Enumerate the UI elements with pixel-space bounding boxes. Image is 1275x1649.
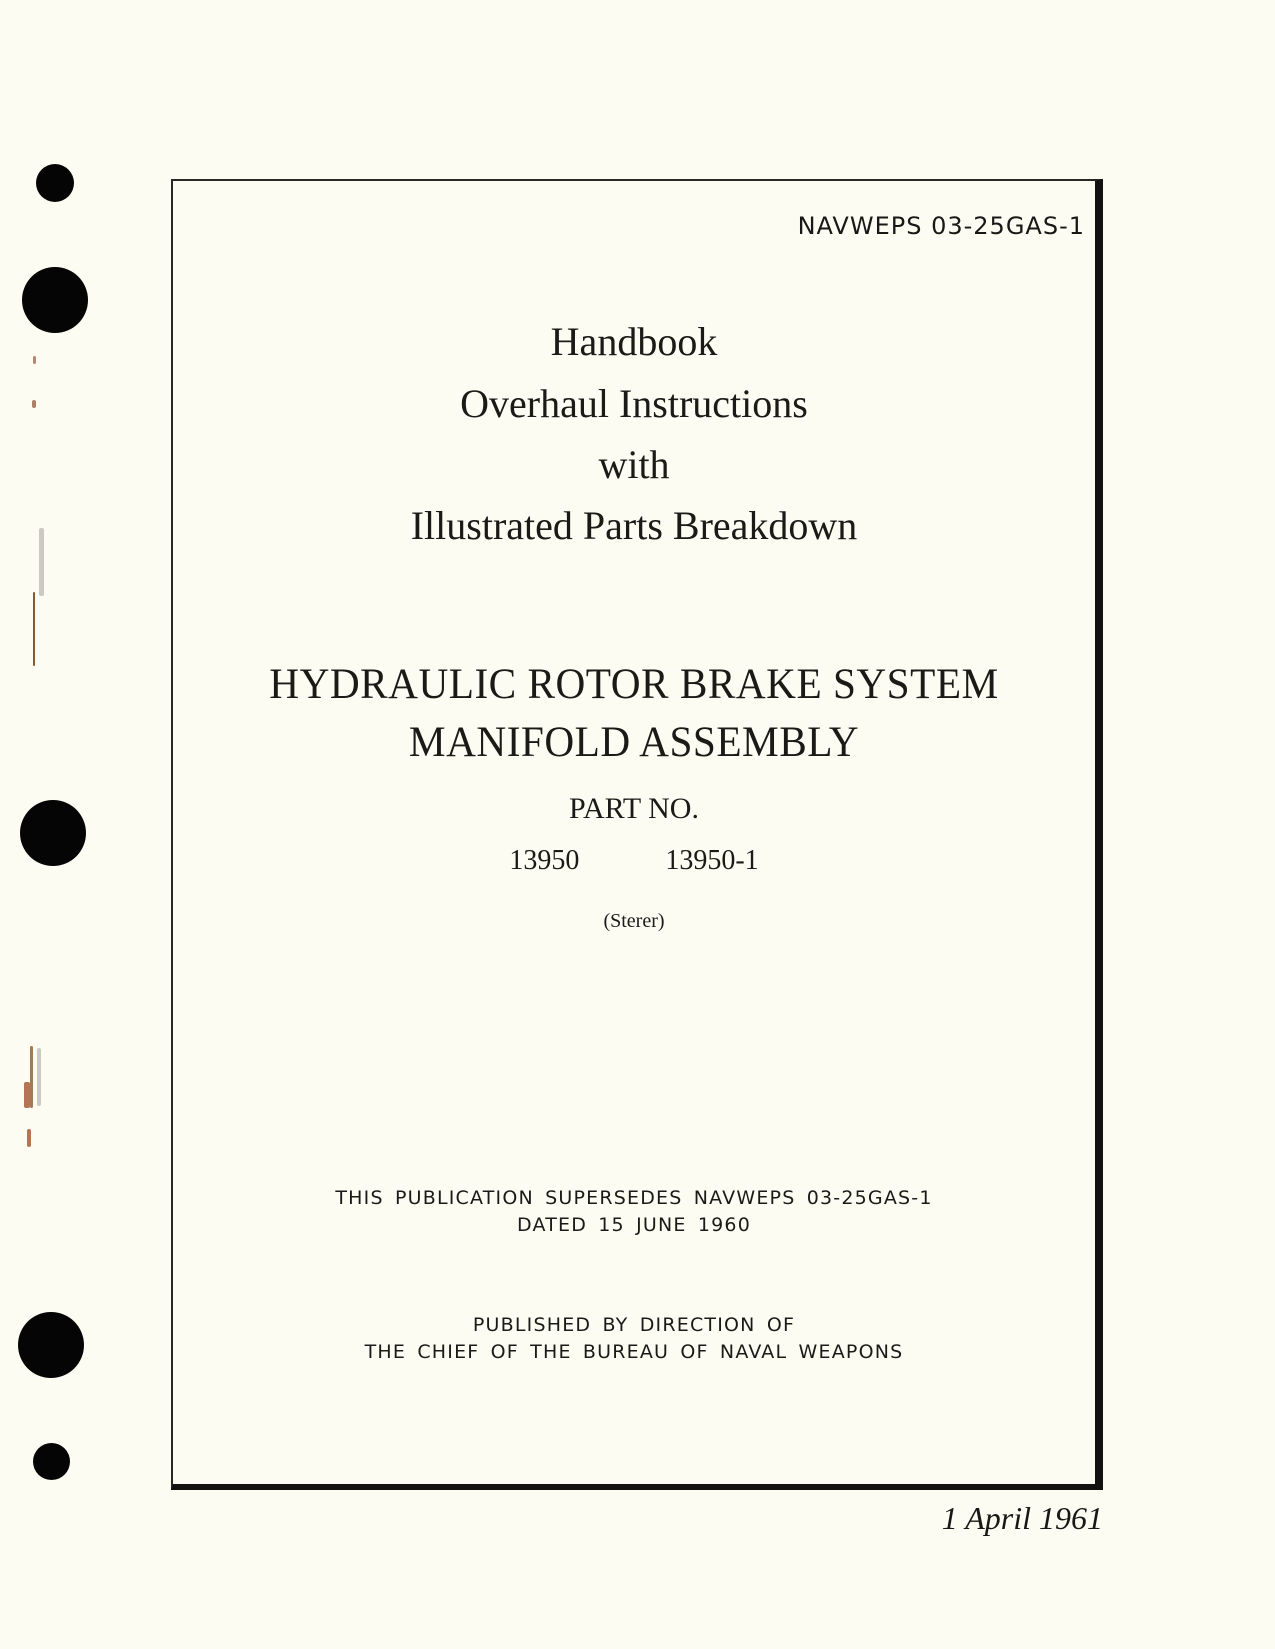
margin-smudge	[37, 1048, 41, 1106]
part-numbers	[173, 845, 1095, 877]
supersedes-line: DATED 15 JUNE 1960	[516, 1214, 752, 1236]
title-line-overhaul-instructions: Overhaul Instructions	[460, 381, 808, 426]
punch-hole	[33, 1443, 70, 1480]
margin-smudge	[24, 1082, 30, 1108]
publisher-line: PUBLISHED BY DIRECTION OF	[472, 1314, 796, 1336]
margin-smudge	[33, 356, 36, 364]
punch-hole	[36, 164, 74, 202]
supersedes-line: THIS PUBLICATION SUPERSEDES NAVWEPS 03-25GAS-1	[335, 1187, 933, 1209]
publisher-line: THE CHIEF OF THE BUREAU OF NAVAL WEAPONS	[364, 1341, 904, 1363]
supersedes-notice	[173, 1185, 1095, 1239]
part-number: 13950	[509, 845, 580, 876]
publication-date: 1 April 1961	[941, 1500, 1103, 1536]
punch-hole	[22, 267, 88, 333]
title-line-handbook: Handbook	[550, 319, 718, 364]
part-number: 13950-1	[665, 845, 759, 876]
part-number-label: PART NO.	[569, 792, 699, 825]
document-number: NAVWEPS 03-25GAS-1	[797, 212, 1085, 240]
punch-hole	[18, 1312, 84, 1378]
margin-smudge	[27, 1129, 31, 1147]
subject-line-2: MANIFOLD ASSEMBLY	[408, 719, 860, 766]
publisher-notice	[173, 1312, 1095, 1366]
manufacturer: (Sterer)	[603, 910, 665, 932]
margin-smudge	[32, 400, 36, 408]
margin-smudge	[39, 528, 44, 596]
staple-mark	[33, 592, 35, 666]
margin-smudge	[30, 1046, 33, 1108]
title-line-with: with	[598, 442, 670, 487]
subject-line-1: HYDRAULIC ROTOR BRAKE SYSTEM	[269, 661, 999, 708]
punch-hole	[20, 800, 86, 866]
title-line-illustrated-parts-breakdown: Illustrated Parts Breakdown	[410, 503, 858, 548]
cover-border	[171, 179, 1103, 1490]
